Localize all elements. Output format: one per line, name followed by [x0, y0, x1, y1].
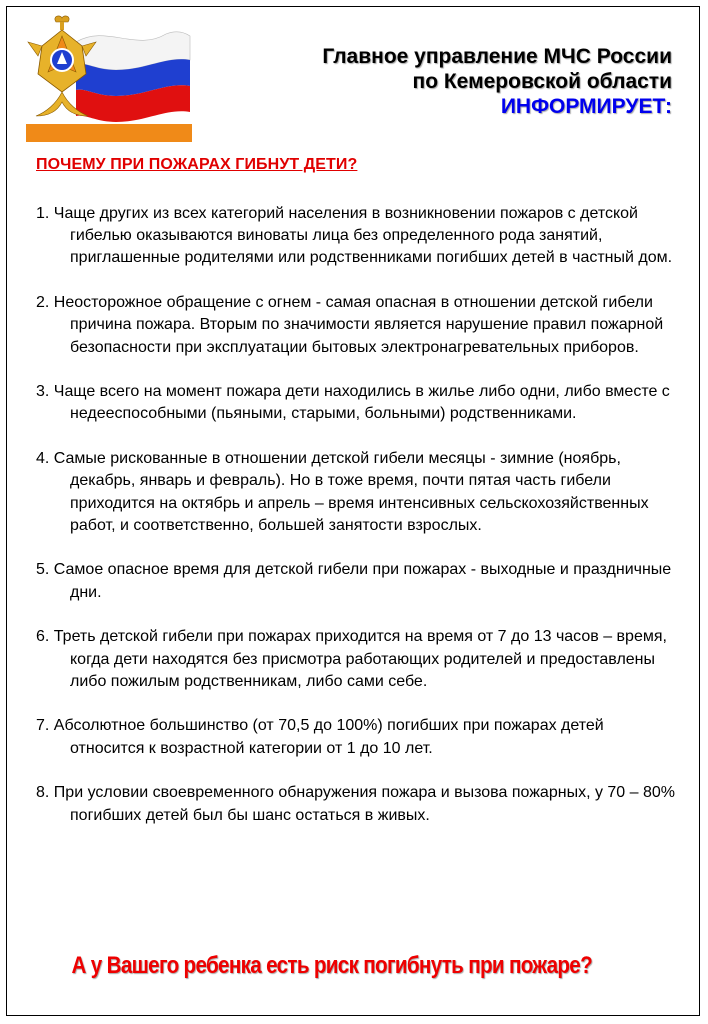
header-org-line2: по Кемеровской области: [412, 70, 672, 93]
header-informs: ИНФОРМИРУЕТ:: [500, 95, 672, 118]
list-item: 1. Чаще других из всех категорий населения в возникновении пожаров с детской гибелью оказываются виноваты лица без определенного рода занятий, приглашенные родителями или родственниками погибших детей в частный дом.: [36, 205, 673, 267]
header: [322, 44, 672, 119]
list-item: 6. Треть детской гибели при пожарах приходится на время от 7 до 13 часов – время, когда дети находятся без присмотра работающих родителей и предоставлены либо пожилым родственникам, либо сами себе.: [36, 628, 667, 690]
list-item: 7. Абсолютное большинство (от 70,5 до 100%) погибших при пожарах детей относится к возрастной категории от 1 до 10 лет.: [36, 717, 604, 757]
list-item: 5. Самое опасное время для детской гибели при пожарах - выходные и праздничные дни.: [36, 561, 672, 601]
list-item: 8. При условии своевременного обнаружения пожара и вызова пожарных, у 70 – 80% погибших детей был бы шанс остаться в живых.: [36, 784, 676, 824]
footer-question: А у Вашего ребенка есть риск погибнуть при пожаре?: [71, 952, 593, 979]
header-org-line1: Главное управление МЧС России: [322, 45, 672, 68]
list-item: 2. Неосторожное обращение с огнем - самая опасная в отношении детской гибели причина пожара. Вторым по значимости является нарушение правил пожарной безопасности при эксплуатации бытовых электронагревательных приборов.: [36, 294, 664, 356]
facts-list: [36, 203, 676, 849]
mchs-emblem-icon: [26, 12, 192, 142]
list-item: 3. Чаще всего на момент пожара дети находились в жилье либо одни, либо вместе с недееспособными (пьяными, старыми, больными) родственниками.: [36, 383, 670, 423]
page-title: ПОЧЕМУ ПРИ ПОЖАРАХ ГИБНУТ ДЕТИ?: [36, 156, 358, 173]
list-item: 4. Самые рискованные в отношении детской гибели месяцы - зимние (ноябрь, декабрь, январь и февраль). Но в тоже время, почти пятая часть гибели приходится на октябрь и апрель – время интенсивных сельскохозяйственных работ, и соответственно, большей занятости взрослых.: [36, 450, 649, 534]
